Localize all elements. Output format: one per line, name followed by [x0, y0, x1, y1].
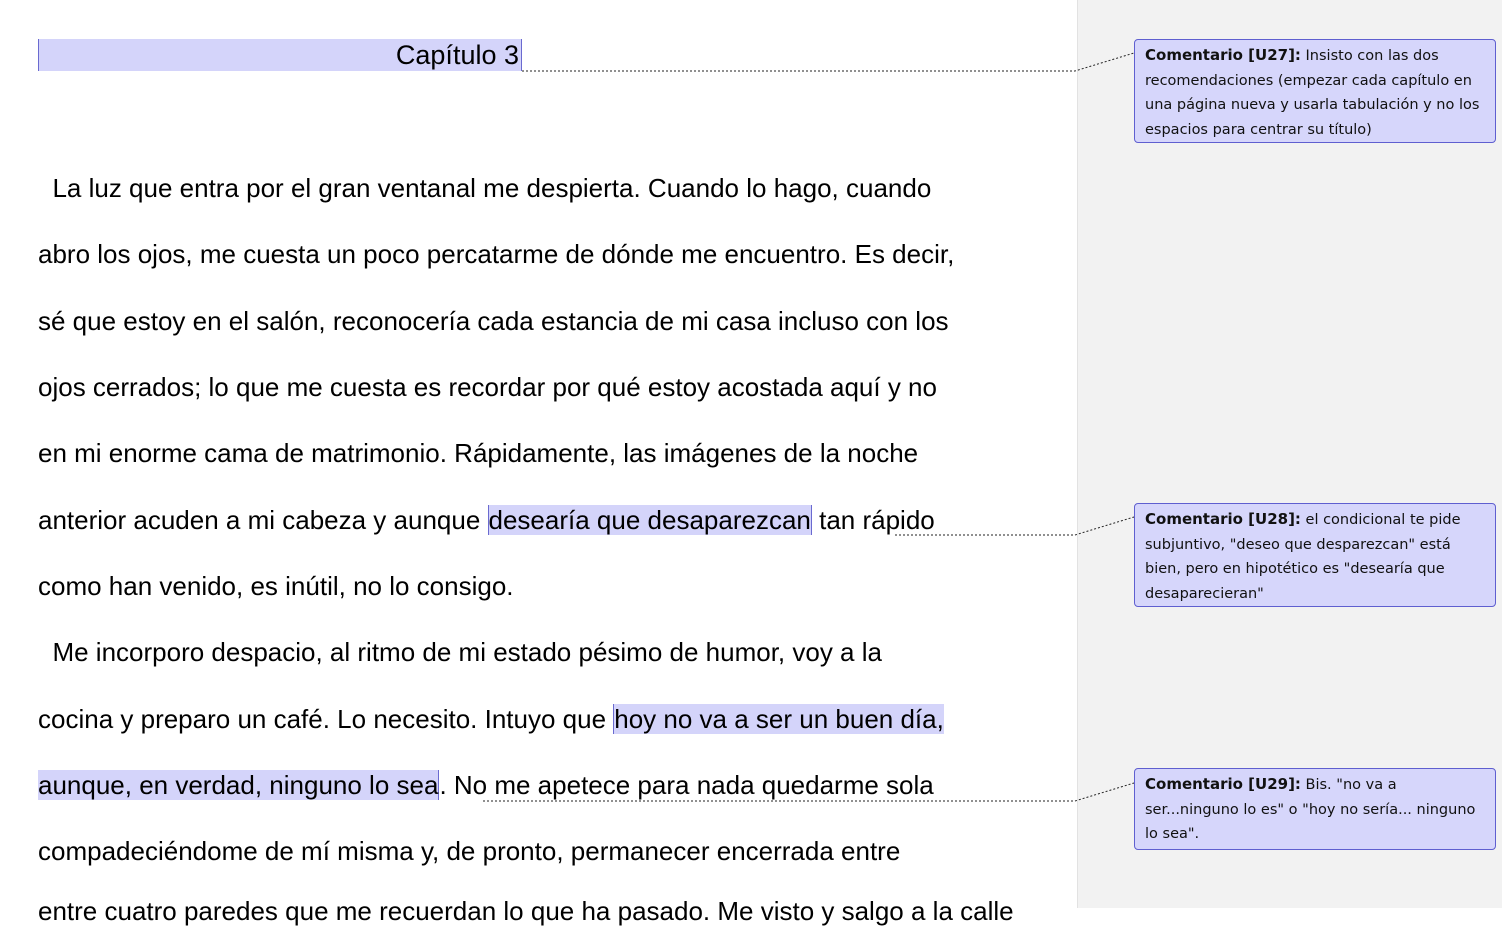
comment-author: Comentario [U29]: — [1145, 775, 1301, 793]
comment-u27[interactable] — [1134, 39, 1496, 143]
comment-author: Comentario [U28]: — [1145, 510, 1301, 528]
paragraph-line: aunque, en verdad, ninguno lo sea. No me apetece para nada quedarme sola — [38, 770, 934, 800]
commented-text-u29-part2[interactable]: aunque, en verdad, ninguno lo sea — [38, 770, 439, 800]
comment-u28[interactable] — [1134, 503, 1496, 607]
comment-text: Insisto con las dos recomendaciones (empezar cada capítulo en una página nueva y usarla tabulación y no los espacios para centrar su título) — [1145, 48, 1480, 138]
comment-u29[interactable] — [1134, 768, 1496, 850]
paragraph-line: como han venido, es inútil, no lo consigo. — [38, 571, 514, 601]
paragraph-line: anterior acuden a mi cabeza y aunque desearía que desaparezcan tan rápido — [38, 505, 935, 535]
comment-text: Bis. "no va a ser...ninguno lo es" o "hoy no sería... ninguno lo sea". — [1145, 777, 1476, 842]
comment-author: Comentario [U27]: — [1145, 46, 1301, 64]
paragraph-line: Me incorporo despacio, al ritmo de mi estado pésimo de humor, voy a la — [38, 637, 882, 667]
paragraph-line: ojos cerrados; lo que me cuesta es recordar por qué estoy acostada aquí y no — [38, 372, 937, 402]
paragraph-line: La luz que entra por el gran ventanal me despierta. Cuando lo hago, cuando — [38, 173, 932, 203]
chapter-title-highlight[interactable] — [38, 39, 522, 71]
paragraph-line: sé que estoy en el salón, reconocería cada estancia de mi casa incluso con los — [38, 306, 949, 336]
chapter-title: Capítulo 3 — [395, 40, 519, 70]
paragraph-line: compadeciéndome de mí misma y, de pronto, permanecer encerrada entre — [38, 836, 901, 866]
commented-text-u28[interactable]: desearía que desaparezcan — [488, 505, 811, 535]
paragraph-line: en mi enorme cama de matrimonio. Rápidamente, las imágenes de la noche — [38, 438, 919, 468]
cut-off-line: entre cuatro paredes que me recuerdan lo que ha pasado. Me visto y salgo a la calle — [38, 896, 1014, 926]
paragraph-line: cocina y preparo un café. Lo necesito. Intuyo que hoy no va a ser un buen día, — [38, 704, 944, 734]
paragraph-line: abro los ojos, me cuesta un poco percatarme de dónde me encuentro. Es decir, — [38, 239, 955, 269]
comment-text: el condicional te pide subjuntivo, "deseo que desparezcan" está bien, pero en hipotético es "desearía que desaparecieran" — [1145, 512, 1461, 602]
commented-text-u29-part1[interactable]: hoy no va a ser un buen día, — [614, 704, 944, 734]
